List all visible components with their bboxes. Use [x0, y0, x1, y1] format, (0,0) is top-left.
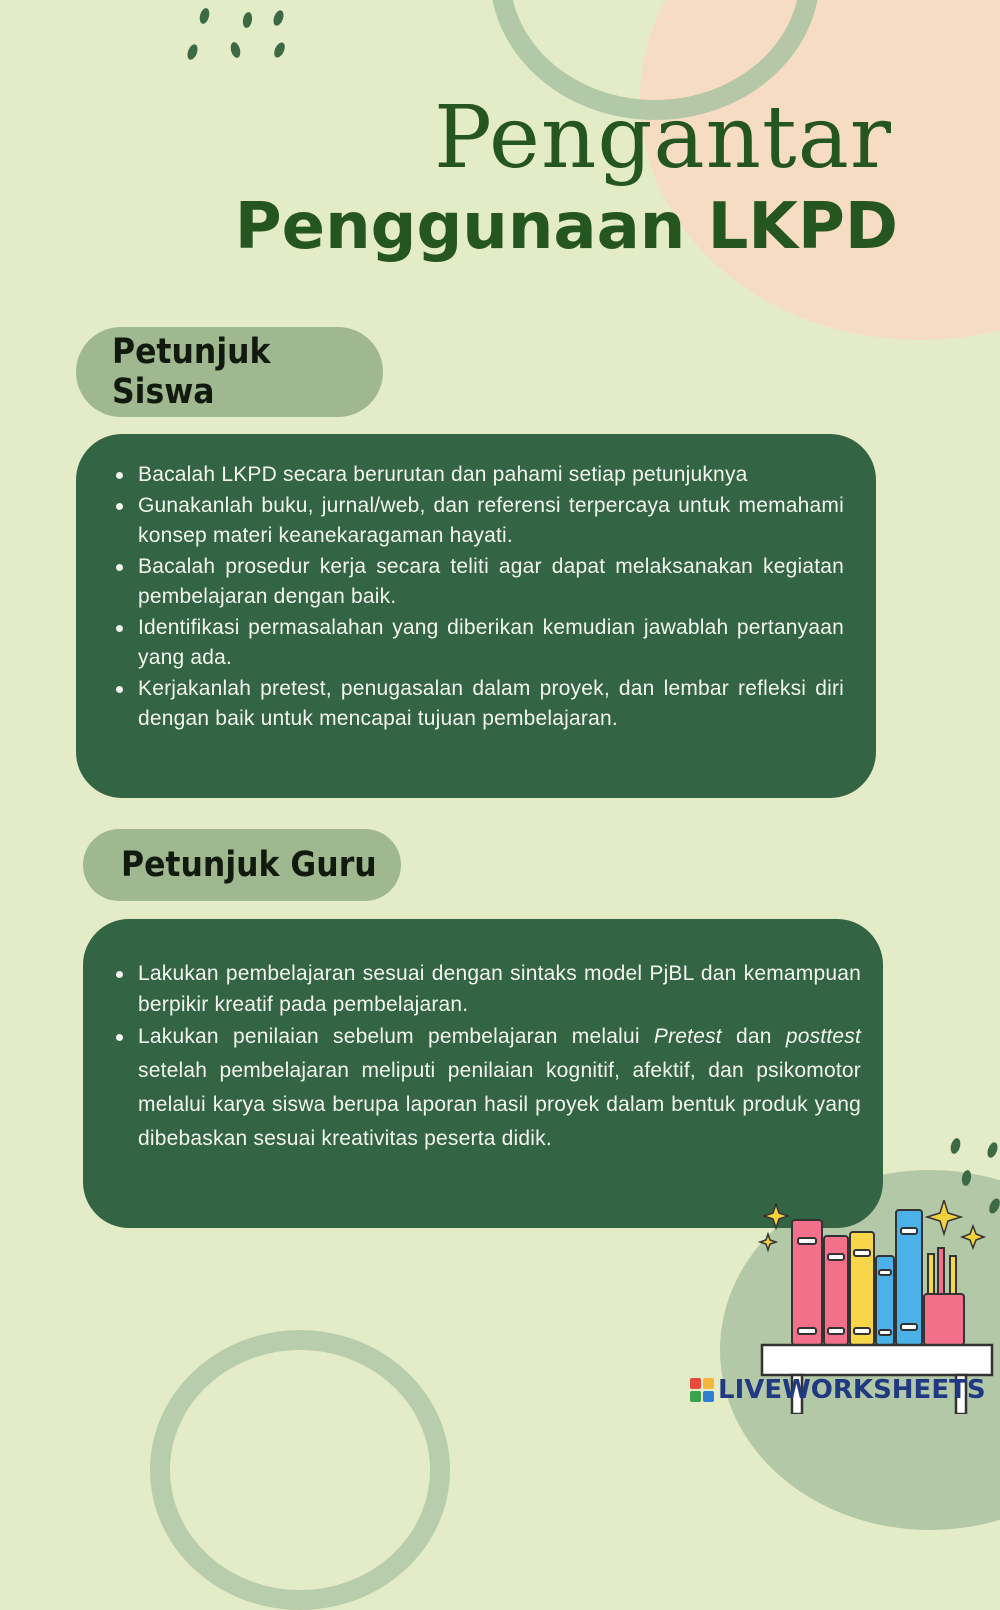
liveworksheets-logo-icon — [690, 1378, 714, 1402]
page-subtitle: Penggunaan LKPD — [234, 190, 898, 264]
list-item-text: Lakukan penilaian sebelum pembelajaran melalui — [138, 1025, 654, 1048]
list-item: Bacalah prosedur kerja secara teliti agar dapat melaksanakan kegiatan pembelajaran dengan baik. — [138, 552, 844, 613]
list-item: Bacalah LKPD secara berurutan dan pahami setiap petunjuknya — [138, 460, 844, 491]
list-item: Kerjakanlah pretest, penugasalan dalam proyek, dan lembar refleksi diri dengan baik untuk mencapai tujuan pembelajaran. — [138, 674, 844, 735]
list-item — [138, 1020, 861, 1156]
guru-instructions-list — [138, 959, 861, 1156]
liveworksheets-watermark — [690, 1372, 986, 1408]
list-item: Lakukan pembelajaran sesuai dengan sintaks model PjBL dan kemampuan berpikir kreatif pada pembelajaran. — [138, 959, 861, 1020]
guru-instructions-card — [83, 919, 883, 1228]
section-heading-siswa — [76, 327, 383, 417]
watermark-text: LIVEWORKSHEETS — [718, 1375, 986, 1405]
section-heading-guru-label: Petunjuk Guru — [121, 845, 377, 885]
list-item: Identifikasi permasalahan yang diberikan kemudian jawablah pertanyaan yang ada. — [138, 613, 844, 674]
section-heading-guru — [83, 829, 401, 901]
pencil-cup-icon — [924, 1248, 964, 1345]
section-heading-siswa-label: Petunjuk Siswa — [112, 332, 271, 412]
list-item-emphasis: Pretest — [653, 1025, 722, 1048]
list-item-emphasis: posttest — [785, 1025, 861, 1048]
list-item: Gunakanlah buku, jurnal/web, dan referensi terpercaya untuk memahami konsep materi keanekaragaman hayati. — [138, 491, 844, 552]
ring-decoration-bottom — [150, 1330, 450, 1610]
siswa-instructions-list — [138, 460, 844, 735]
siswa-instructions-card — [76, 434, 876, 798]
page-title: Pengantar — [434, 88, 892, 188]
list-item-text: setelah pembelajaran meliputi penilaian kognitif, afektif, dan psikomotor melalui karya siswa berupa laporan hasil proyek dalam bentuk produk yang dibebaskan sesuai kreativitas peserta didik. — [138, 1059, 861, 1150]
list-item-text: dan — [721, 1025, 786, 1048]
